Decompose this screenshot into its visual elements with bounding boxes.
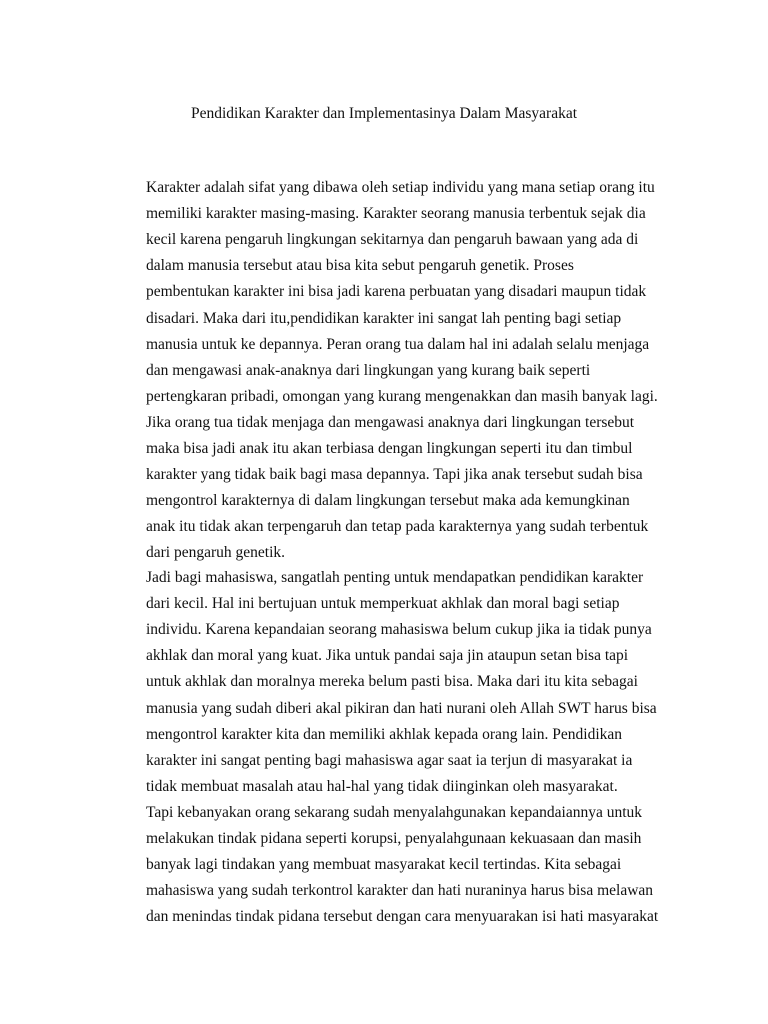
text-line: mengontrol karakternya di dalam lingkungan tersebut maka ada kemungkinan — [146, 492, 630, 510]
text-line: tidak membuat masalah atau hal-hal yang tidak diinginkan oleh masyarakat. — [146, 777, 618, 795]
text-line: pembentukan karakter ini bisa jadi karena perbuatan yang disadari maupun tidak — [146, 283, 647, 301]
text-line: karakter ini sangat penting bagi mahasiswa agar saat ia terjun di masyarakat ia — [146, 751, 633, 769]
text-line: disadari. Maka dari itu,pendidikan karakter ini sangat lah penting bagi setiap — [146, 309, 622, 327]
text-line: Tapi kebanyakan orang sekarang sudah menyalahgunakan kepandaiannya untuk — [146, 804, 643, 821]
text-line: untuk akhlak dan moralnya mereka belum pasti bisa. Maka dari itu kita sebagai — [146, 673, 638, 691]
text-line: mahasiswa yang sudah terkontrol karakter dan hati nuraninya harus bisa melawan — [146, 882, 654, 900]
text-line: manusia untuk ke depannya. Peran orang tua dalam hal ini adalah selalu menjaga — [146, 335, 650, 353]
text-line: karakter yang tidak baik bagi masa depannya. Tapi jika anak tersebut sudah bisa — [146, 466, 643, 484]
text-line: pertengkaran pribadi, omongan yang kurang mengenakkan dan masih banyak lagi. — [146, 387, 658, 405]
text-line: manusia yang sudah diberi akal pikiran dan hati nurani oleh Allah SWT harus bisa — [146, 699, 657, 717]
text-line: dalam manusia tersebut atau bisa kita sebut pengaruh genetik. Proses — [146, 257, 574, 275]
text-line: memiliki karakter masing-masing. Karakter seorang manusia terbentuk sejak dia — [146, 205, 646, 223]
text-line: Jika orang tua tidak menjaga dan mengawasi anaknya dari lingkungan tersebut — [146, 413, 635, 431]
text-line: kecil karena pengaruh lingkungan sekitarnya dan pengaruh bawaan yang ada di — [146, 231, 639, 249]
text-line: dari kecil. Hal ini bertujuan untuk memperkuat akhlak dan moral bagi setiap — [146, 595, 620, 613]
text-line: dan mengawasi anak-anaknya dari lingkungan yang kurang baik seperti — [146, 361, 591, 379]
text-line: Jadi bagi mahasiswa, sangatlah penting untuk mendapatkan pendidikan karakter — [146, 569, 644, 586]
text-line: dari pengaruh genetik. — [146, 544, 286, 562]
text-line: akhlak dan moral yang kuat. Jika untuk pandai saja jin ataupun setan bisa tapi — [146, 647, 629, 665]
text-line: melakukan tindak pidana seperti korupsi, penyalahgunaan kekuasaan dan masih — [146, 830, 642, 848]
text-line: banyak lagi tindakan yang membuat masyarakat kecil tertindas. Kita sebagai — [146, 856, 622, 874]
text-line: Karakter adalah sifat yang dibawa oleh setiap individu yang mana setiap orang itu — [146, 179, 655, 196]
text-line: maka bisa jadi anak itu akan terbiasa dengan lingkungan seperti itu dan timbul — [146, 440, 633, 457]
text-line: dan menindas tindak pidana tersebut dengan cara menyuarakan isi hati masyarakat — [146, 908, 659, 926]
text-line: individu. Karena kepandaian seorang mahasiswa belum cukup jika ia tidak punya — [146, 621, 652, 639]
text-line: mengontrol karakter kita dan memiliki akhlak kepada orang lain. Pendidikan — [146, 725, 623, 743]
text-line: anak itu tidak akan terpengaruh dan tetap pada karakternya yang sudah terbentuk — [146, 518, 649, 536]
page-title: Pendidikan Karakter dan Implementasinya Dalam Masyarakat — [190, 105, 578, 122]
